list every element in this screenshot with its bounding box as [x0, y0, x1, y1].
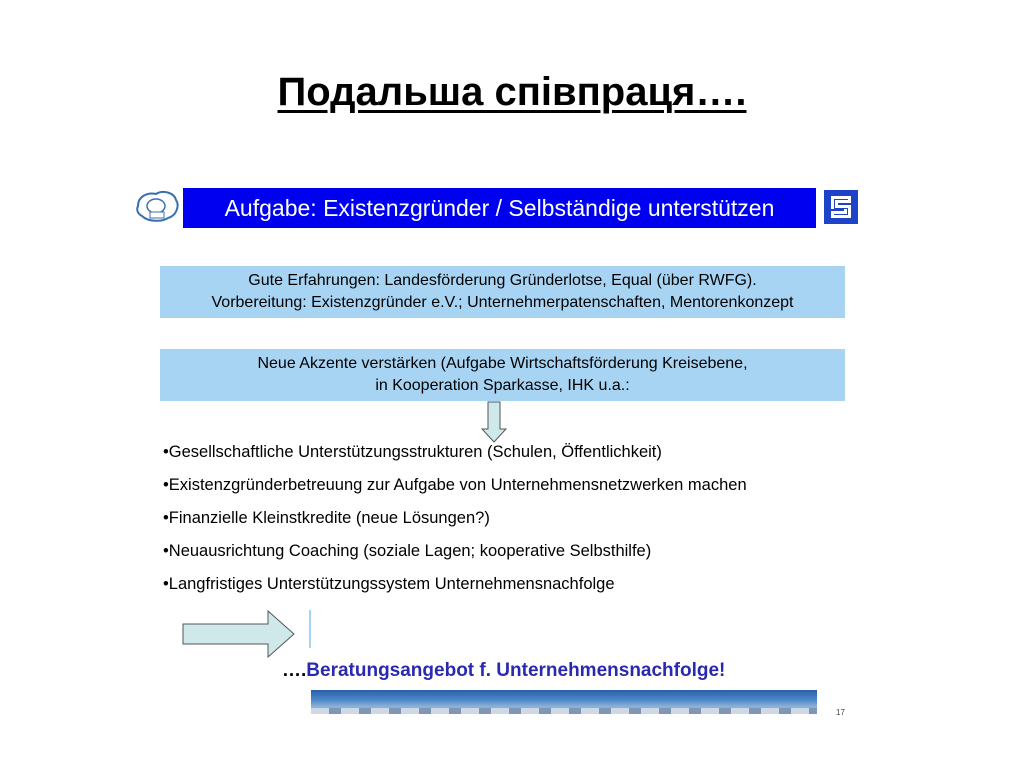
footer-dots: …. [282, 660, 307, 681]
list-item: •Finanzielle Kleinstkredite (neue Lösungen?) [163, 509, 490, 527]
banner-text: Aufgabe: Existenzgründer / Selbständige unterstützen [224, 194, 775, 221]
list-item: •Gesellschaftliche Unterstützungsstrukturen (Schulen, Öffentlichkeit) [163, 443, 662, 461]
photo-strip [311, 690, 817, 714]
new-accents-line-2: in Kooperation Sparkasse, IHK u.a.: [375, 377, 630, 394]
ares-logo-icon [134, 188, 180, 224]
new-accents-line-1: Neue Akzente verstärken (Aufgabe Wirtschaftsförderung Kreisebene, [257, 355, 748, 372]
s-logo-icon [824, 190, 858, 224]
right-arrow-icon [182, 610, 296, 658]
slide-title: Подальша співпраця…. [277, 70, 747, 114]
experience-line-2: Vorbereitung: Existenzgründer e.V.; Unternehmerpatenschaften, Mentorenkonzept [211, 294, 794, 311]
measures-list [163, 436, 843, 601]
footer-label: Beratungsangebot f. Unternehmensnachfolge! [306, 660, 726, 681]
list-item: •Neuausrichtung Coaching (soziale Lagen; kooperative Selbsthilfe) [163, 542, 652, 560]
experience-box [160, 266, 845, 318]
footer-headline [282, 660, 725, 682]
page-number: 17 [836, 708, 845, 717]
list-item: •Existenzgründerbetreuung zur Aufgabe von Unternehmensnetzwerken machen [163, 476, 747, 494]
task-banner [183, 188, 816, 228]
divider [309, 610, 311, 648]
experience-line-1: Gute Erfahrungen: Landesförderung Gründerlotse, Equal (über RWFG). [248, 272, 757, 289]
new-accents-box [160, 349, 845, 401]
list-item: •Langfristiges Unterstützungssystem Unternehmensnachfolge [163, 575, 615, 593]
